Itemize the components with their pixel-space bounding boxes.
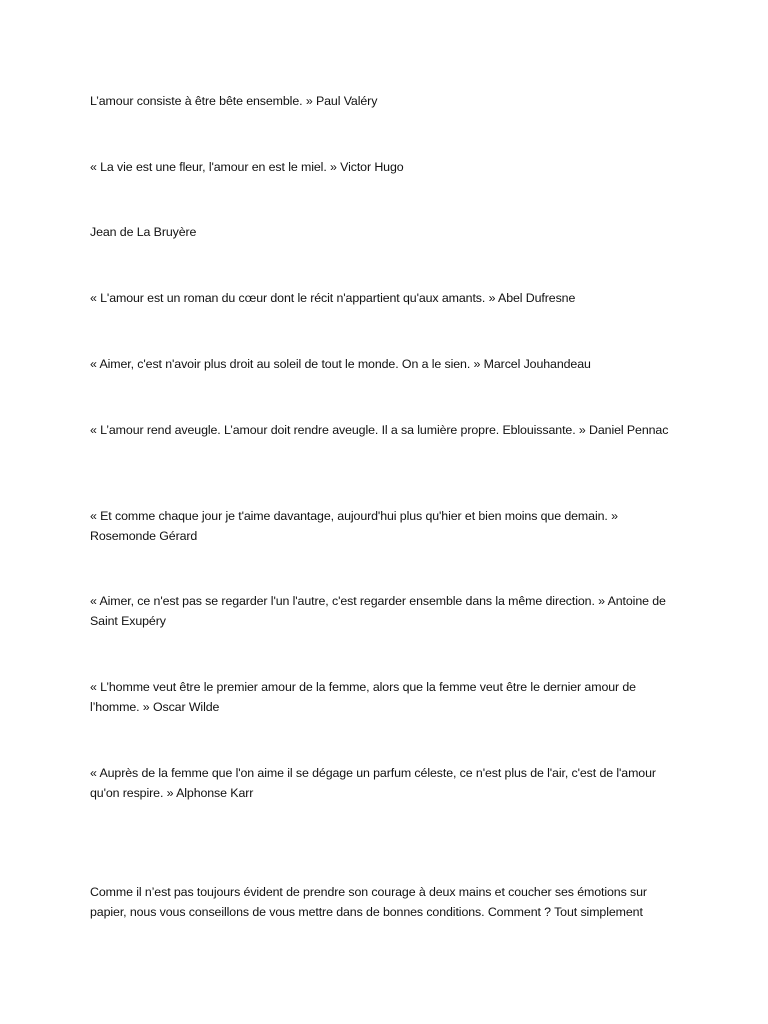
- author-la-bruyere: Jean de La Bruyère: [90, 225, 197, 239]
- quote-victor-hugo: « La vie est une fleur, l'amour en est le miel. » Victor Hugo: [90, 160, 404, 174]
- body-paragraph: Comme il n’est pas toujours évident de prendre son courage à deux mains et coucher ses émotions sur papier, nous vous conseillons de vous mettre dans de bonnes conditions. Comment ? Tout simplement: [90, 885, 647, 919]
- quote-daniel-pennac: « L’amour rend aveugle. L’amour doit rendre aveugle. Il a sa lumière propre. Eblouissante. » Daniel Pennac: [90, 423, 669, 437]
- quote-alphonse-karr: « Auprès de la femme que l'on aime il se dégage un parfum céleste, ce n'est plus de l'air, c'est de l'amour qu'on respire. » Alphonse Karr: [90, 766, 656, 800]
- quote-marcel-jouhandeau: « Aimer, c'est n'avoir plus droit au soleil de tout le monde. On a le sien. » Marcel Jouhandeau: [90, 357, 591, 371]
- quote-oscar-wilde: « L’homme veut être le premier amour de la femme, alors que la femme veut être le dernier amour de l’homme. » Oscar Wilde: [90, 680, 636, 714]
- quote-rosemonde-gerard: « Et comme chaque jour je t'aime davantage, aujourd'hui plus qu'hier et bien moins que demain. » Rosemonde Gérard: [90, 509, 618, 543]
- quote-abel-dufresne: « L'amour est un roman du cœur dont le récit n'appartient qu'aux amants. » Abel Dufresne: [90, 291, 576, 305]
- quote-saint-exupery: « Aimer, ce n'est pas se regarder l'un l'autre, c'est regarder ensemble dans la même direction. » Antoine de Saint Exupéry: [90, 594, 666, 628]
- quote-paul-valery: L’amour consiste à être bête ensemble. » Paul Valéry: [90, 94, 378, 108]
